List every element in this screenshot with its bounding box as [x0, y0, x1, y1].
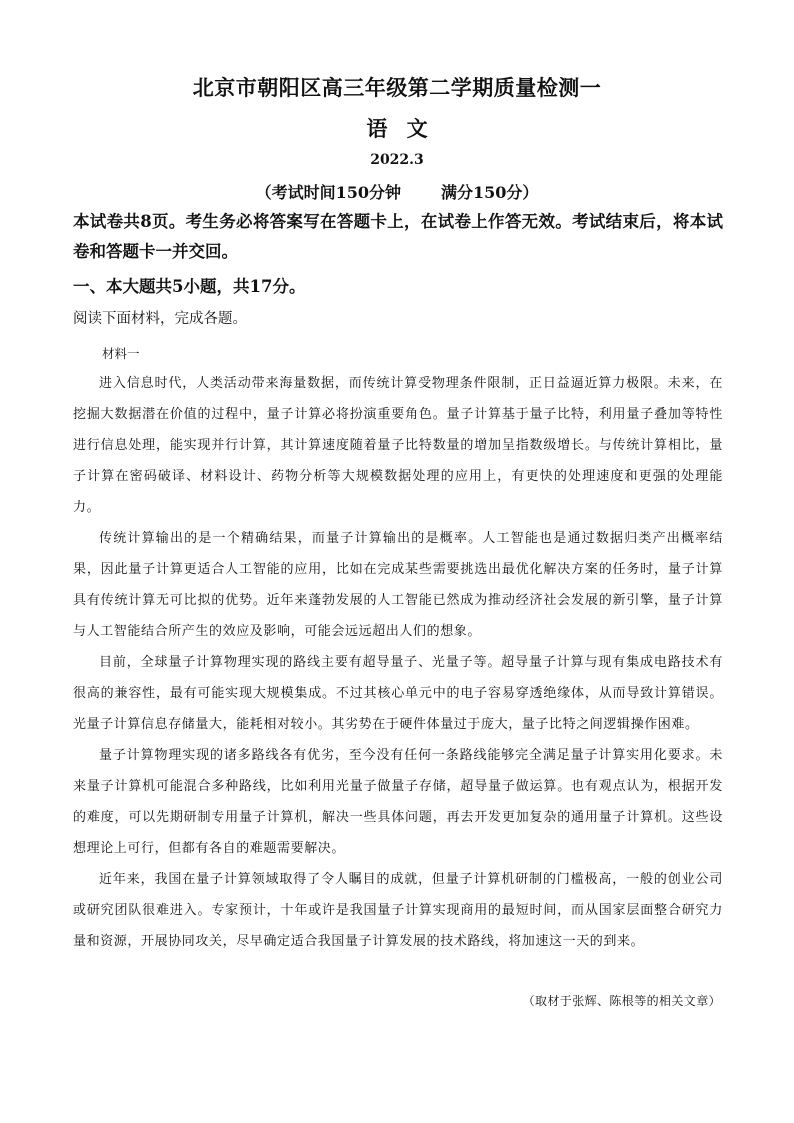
exam-date: 2022.3 [370, 152, 424, 168]
section-heading: 一、本大题共5小题，共17分。 [73, 277, 306, 296]
article-paragraph: 近年来，我国在量子计算领域取得了令人瞩目的成就，但量子计算机研制的门槛极高，一般的创业公司或研究团队很难进入。专家预计，十年或许是我国量子计算实现商用的最短时间，而从国家层面整合研究力量和资源，开展协同攻关，尽早确定适合我国量子计算发展的技术路线，将加速这一天的到来。 [73, 872, 723, 949]
section-instruction: 阅读下面材料，完成各题。 [73, 311, 247, 327]
exam-subject: 语 文 [366, 116, 428, 141]
article-paragraph: 量子计算物理实现的诸多路线各有优劣，至今没有任何一条路线能够完全满足量子计算实用化要求。未来量子计算机可能混合多种路线，比如利用光量子做量子存储，超导量子做运算。也有观点认为，根据开发的难度，可以先期研制专用量子计算机，解决一些具体问题，再去开发更加复杂的通用量子计算机。这些设想理论上可行，但都有各自的难题需要解决。 [73, 748, 723, 856]
article-paragraph: 目前，全球量子计算物理实现的路线主要有超导量子、光量子等。超导量子计算与现有集成电路技术有很高的兼容性，最有可能实现大规模集成。不过其核心单元中的电子容易穿透绝缘体，从而导致计算错误。光量子计算信息存储量大，能耗相对较小。其劣势在于硬件体量过于庞大，量子比特之间逻辑操作困难。 [73, 655, 723, 732]
material-label: 材料一 [102, 346, 140, 361]
material-source: （取材于张辉、陈根等的相关文章） [522, 994, 721, 1008]
exam-time-score [0, 180, 794, 203]
article-paragraph: 进入信息时代，人类活动带来海量数据，而传统计算受物理条件限制，正日益逼近算力极限。未来，在挖掘大数据潜在价值的过程中，量子计算必将扮演重要角色。量子计算基于量子比特，利用量子叠加等特性进行信息处理，能实现并行计算，其计算速度随着量子比特数量的增加呈指数级增长。与传统计算相比，量子计算在密码破译、材料设计、药物分析等大规模数据处理的应用上，有更快的处理速度和更强的处理能力。 [73, 376, 723, 515]
exam-time: （考试时间150分钟 [255, 183, 401, 202]
exam-full-score: 满分150分） [441, 183, 539, 202]
material-article [73, 368, 723, 957]
exam-notice: 本试卷共8页。考生务必将答案写在答题卡上，在试卷上作答无效。考试结束后，将本试卷和答题卡一并交回。 [73, 212, 723, 261]
exam-title: 北京市朝阳区高三年级第二学期质量检测一 [192, 75, 602, 100]
article-paragraph: 传统计算输出的是一个精确结果，而量子计算输出的是概率。人工智能也是通过数据归类产出概率结果，因此量子计算更适合人工智能的应用，比如在完成某些需要挑选出最优化解决方案的任务时，量子计算具有传统计算无可比拟的优势。近年来蓬勃发展的人工智能已然成为推动经济社会发展的新引擎，量子计算与人工智能结合所产生的效应及影响，可能会远远超出人们的想象。 [73, 531, 723, 639]
